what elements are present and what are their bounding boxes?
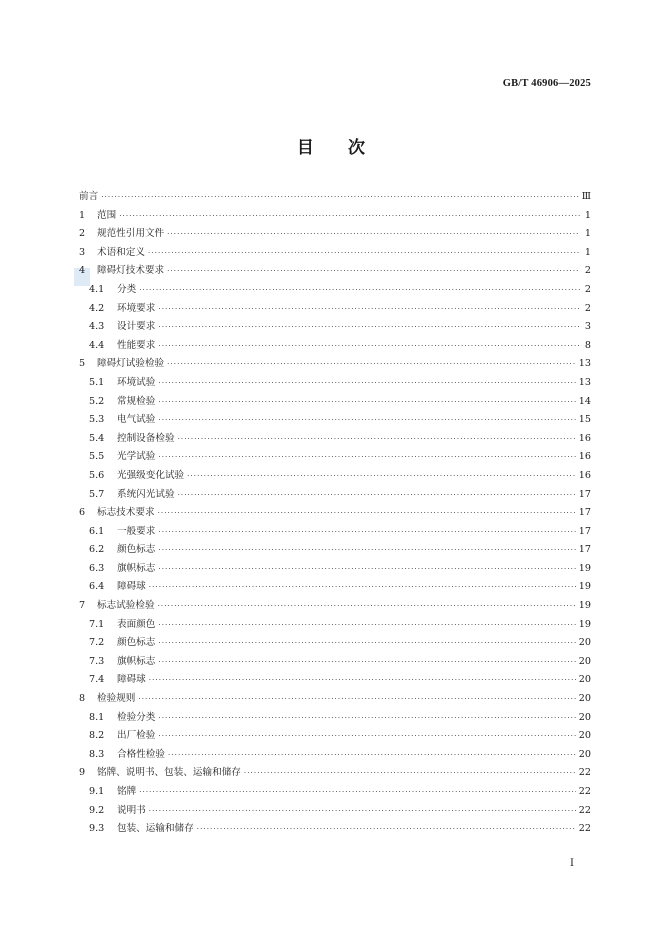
toc-leader-dots xyxy=(187,467,576,486)
toc-leader-dots xyxy=(167,355,576,374)
toc-entry-label: 标志试验检验 xyxy=(97,600,155,612)
toc-entry-label: 性能要求 xyxy=(117,339,156,351)
toc-entry-label: 表面颜色 xyxy=(117,618,156,630)
toc-entry-page: 22 xyxy=(578,804,591,816)
toc-entry-page: 2 xyxy=(584,302,591,314)
toc-entry[interactable] xyxy=(79,820,591,839)
toc-entry[interactable] xyxy=(79,411,591,430)
toc-entry-page: 3 xyxy=(584,321,591,333)
toc-entry-label: 障碍球 xyxy=(117,674,146,686)
toc-entry-label: 前言 xyxy=(79,191,99,202)
toc-entry[interactable] xyxy=(79,486,591,505)
page-title xyxy=(0,133,662,158)
toc-leader-dots xyxy=(167,225,580,244)
toc-entry-page: 19 xyxy=(578,562,591,574)
toc-leader-dots xyxy=(158,616,575,635)
toc-entry[interactable] xyxy=(79,207,591,226)
toc-leader-dots xyxy=(197,820,576,839)
toc-entry[interactable] xyxy=(79,504,591,523)
toc-entry-label: 检验规则 xyxy=(97,693,136,705)
toc-entry-label: 旗帜标志 xyxy=(117,562,156,574)
toc-leader-dots xyxy=(138,690,575,709)
toc-entry-label: 旗帜标志 xyxy=(117,655,156,667)
toc-entry-number: 5.7 xyxy=(89,488,105,500)
toc-entry-page: 22 xyxy=(578,823,591,835)
toc-leader-dots xyxy=(101,188,579,207)
toc-entry[interactable] xyxy=(79,802,591,821)
title-part-2: 次 xyxy=(348,138,366,158)
toc-entry[interactable] xyxy=(79,727,591,746)
toc-leader-dots xyxy=(158,727,575,746)
toc-entry-number: 6 xyxy=(79,507,86,519)
toc-entry[interactable] xyxy=(79,281,591,300)
toc-entry[interactable] xyxy=(79,764,591,783)
toc-entry-page: 20 xyxy=(578,711,591,723)
toc-leader-dots xyxy=(178,430,576,449)
toc-entry[interactable] xyxy=(79,597,591,616)
toc-entry-page: 19 xyxy=(578,600,591,612)
toc-entry-page: 2 xyxy=(584,283,591,295)
toc-entry[interactable] xyxy=(79,709,591,728)
toc-leader-dots xyxy=(149,671,576,690)
toc-entry-page: 13 xyxy=(578,376,591,388)
toc-entry-label: 光强级变化试验 xyxy=(117,469,185,481)
toc-entry-number: 5 xyxy=(79,358,86,370)
toc-entry-label: 合格性检验 xyxy=(117,748,165,760)
toc-entry-page: 19 xyxy=(578,618,591,630)
toc-entry-number: 4.3 xyxy=(89,321,105,333)
toc-leader-dots xyxy=(158,653,575,672)
toc-entry-label: 环境要求 xyxy=(117,302,156,314)
toc-entry-page: 1 xyxy=(584,228,591,240)
toc-entry[interactable] xyxy=(79,430,591,449)
toc-entry-number: 7.1 xyxy=(89,618,105,630)
toc-entry-number: 8.3 xyxy=(89,748,105,760)
toc-entry-label: 颜色标志 xyxy=(117,544,156,556)
toc-leader-dots xyxy=(168,746,576,765)
standard-code: GB/T 46906—2025 xyxy=(502,78,591,89)
toc-entry-label: 障碍灯试验检验 xyxy=(97,358,165,370)
toc-entry-label: 说明书 xyxy=(117,804,146,816)
toc-leader-dots xyxy=(158,504,576,523)
toc-entry-number: 8.1 xyxy=(89,711,105,723)
toc-entry-label: 颜色标志 xyxy=(117,637,156,649)
toc-entry-number: 4.2 xyxy=(89,302,105,314)
toc-entry-page: 19 xyxy=(578,581,591,593)
toc-entry-number: 5.3 xyxy=(89,414,105,426)
toc-entry[interactable] xyxy=(79,578,591,597)
toc-leader-dots xyxy=(158,300,580,319)
toc-entry[interactable] xyxy=(79,374,591,393)
toc-leader-dots xyxy=(158,318,580,337)
toc-entry[interactable] xyxy=(79,523,591,542)
toc-entry-page: 20 xyxy=(578,748,591,760)
toc-entry[interactable] xyxy=(79,393,591,412)
toc-entry-label: 标志技术要求 xyxy=(97,507,155,519)
toc-entry-number: 2 xyxy=(79,228,86,240)
toc-entry-page: 1 xyxy=(584,246,591,258)
toc-entry-number: 3 xyxy=(79,246,86,258)
toc-entry-number: 7 xyxy=(79,600,86,612)
toc-entry[interactable] xyxy=(79,448,591,467)
toc-leader-dots xyxy=(158,523,575,542)
toc-entry-number: 9.1 xyxy=(89,786,105,797)
toc-leader-dots xyxy=(167,262,580,281)
toc-entry-label: 系统闪光试验 xyxy=(117,488,175,500)
toc-entry[interactable] xyxy=(79,318,591,337)
toc-entry-label: 光学试验 xyxy=(117,451,156,463)
toc-entry-label: 障碍球 xyxy=(117,581,146,593)
toc-leader-dots xyxy=(139,783,576,802)
page-number: I xyxy=(570,858,574,869)
toc-leader-dots xyxy=(158,634,575,653)
toc-leader-dots xyxy=(244,764,576,783)
toc-entry-label: 障碍灯技术要求 xyxy=(97,265,165,277)
toc-entry[interactable] xyxy=(79,300,591,319)
toc-entry-page: 20 xyxy=(578,730,591,742)
toc-entry-page: 20 xyxy=(578,693,591,705)
toc-entry-page: 16 xyxy=(578,469,591,481)
toc-entry-number: 5.6 xyxy=(89,469,105,481)
toc-entry[interactable] xyxy=(79,653,591,672)
table-of-contents xyxy=(79,188,591,839)
toc-entry-page: 17 xyxy=(578,525,591,537)
toc-entry-label: 出厂检验 xyxy=(117,730,156,742)
toc-entry-label: 控制设备检验 xyxy=(117,432,175,444)
toc-entry-number: 9 xyxy=(79,767,86,779)
toc-entry-number: 6.2 xyxy=(89,544,105,556)
toc-entry[interactable] xyxy=(79,541,591,560)
toc-entry[interactable] xyxy=(79,634,591,653)
toc-entry-number: 5.2 xyxy=(89,395,105,407)
toc-entry-page: 15 xyxy=(578,414,591,426)
toc-entry-page: 20 xyxy=(578,637,591,649)
toc-leader-dots xyxy=(158,411,575,430)
toc-leader-dots xyxy=(149,578,576,597)
toc-entry[interactable] xyxy=(79,467,591,486)
toc-entry-number: 8 xyxy=(79,693,86,705)
toc-entry-label: 铭牌、说明书、包装、运输和储存 xyxy=(97,767,241,779)
toc-entry[interactable] xyxy=(79,188,591,207)
toc-entry-number: 8.2 xyxy=(89,730,105,742)
toc-entry-number: 6.1 xyxy=(89,525,105,537)
toc-entry-page: 16 xyxy=(578,432,591,444)
toc-entry-label: 范围 xyxy=(97,209,117,221)
toc-entry-page: 17 xyxy=(578,488,591,500)
toc-entry[interactable] xyxy=(79,225,591,244)
toc-entry[interactable] xyxy=(79,746,591,765)
toc-entry-page: 13 xyxy=(578,358,591,370)
toc-leader-dots xyxy=(119,207,580,226)
toc-entry-number: 5.1 xyxy=(89,376,105,388)
toc-leader-dots xyxy=(149,802,576,821)
toc-entry-number: 5.5 xyxy=(89,451,105,463)
toc-entry-page: Ⅲ xyxy=(581,191,591,202)
toc-entry-label: 术语和定义 xyxy=(97,246,145,258)
toc-leader-dots xyxy=(148,244,580,263)
toc-entry[interactable] xyxy=(79,355,591,374)
toc-leader-dots xyxy=(158,560,575,579)
toc-entry-number: 4 xyxy=(79,265,86,277)
toc-entry-number: 9.2 xyxy=(89,804,105,816)
toc-entry[interactable] xyxy=(79,616,591,635)
toc-entry-page: 2 xyxy=(584,265,591,277)
toc-entry-page: 14 xyxy=(578,395,591,407)
toc-leader-dots xyxy=(158,541,575,560)
toc-entry-number: 7.4 xyxy=(89,674,105,686)
toc-leader-dots xyxy=(178,486,576,505)
toc-entry-label: 一般要求 xyxy=(117,525,156,537)
toc-entry-label: 分类 xyxy=(117,283,137,295)
toc-entry-number: 6.3 xyxy=(89,562,105,574)
toc-entry-number: 7.2 xyxy=(89,637,105,649)
toc-entry[interactable] xyxy=(79,671,591,690)
toc-entry-page: 8 xyxy=(584,339,591,351)
toc-entry[interactable] xyxy=(79,783,591,802)
toc-leader-dots xyxy=(158,337,580,356)
toc-entry-page: 17 xyxy=(578,507,591,519)
toc-entry-page: 22 xyxy=(578,786,591,797)
toc-entry-number: 4.4 xyxy=(89,339,105,351)
toc-entry-label: 规范性引用文件 xyxy=(97,228,165,240)
toc-entry[interactable] xyxy=(79,337,591,356)
title-part-1: 目 xyxy=(296,138,314,158)
toc-entry[interactable] xyxy=(79,244,591,263)
toc-entry-label: 电气试验 xyxy=(117,414,156,426)
toc-entry[interactable] xyxy=(79,560,591,579)
toc-entry-number: 7.3 xyxy=(89,655,105,667)
toc-entry-page: 22 xyxy=(578,767,591,779)
toc-entry-label: 设计要求 xyxy=(117,321,156,333)
toc-entry-number: 5.4 xyxy=(89,432,105,444)
toc-entry-number: 9.3 xyxy=(89,823,105,835)
toc-leader-dots xyxy=(158,597,576,616)
toc-entry-page: 20 xyxy=(578,655,591,667)
toc-entry-number: 4.1 xyxy=(89,283,105,295)
toc-leader-dots xyxy=(158,393,575,412)
toc-entry-page: 17 xyxy=(578,544,591,556)
toc-entry[interactable] xyxy=(79,690,591,709)
toc-entry-label: 铭牌 xyxy=(117,786,137,797)
toc-leader-dots xyxy=(139,281,580,300)
toc-entry-page: 20 xyxy=(578,674,591,686)
toc-entry-label: 包装、运输和储存 xyxy=(117,823,194,835)
toc-leader-dots xyxy=(158,448,575,467)
toc-entry-label: 环境试验 xyxy=(117,376,156,388)
toc-leader-dots xyxy=(158,709,575,728)
toc-leader-dots xyxy=(158,374,575,393)
toc-entry[interactable] xyxy=(79,262,591,281)
toc-entry-number: 6.4 xyxy=(89,581,105,593)
toc-entry-page: 16 xyxy=(578,451,591,463)
toc-entry-page: 1 xyxy=(584,209,591,221)
toc-entry-number: 1 xyxy=(79,209,86,221)
toc-entry-label: 检验分类 xyxy=(117,711,156,723)
toc-entry-label: 常规检验 xyxy=(117,395,156,407)
